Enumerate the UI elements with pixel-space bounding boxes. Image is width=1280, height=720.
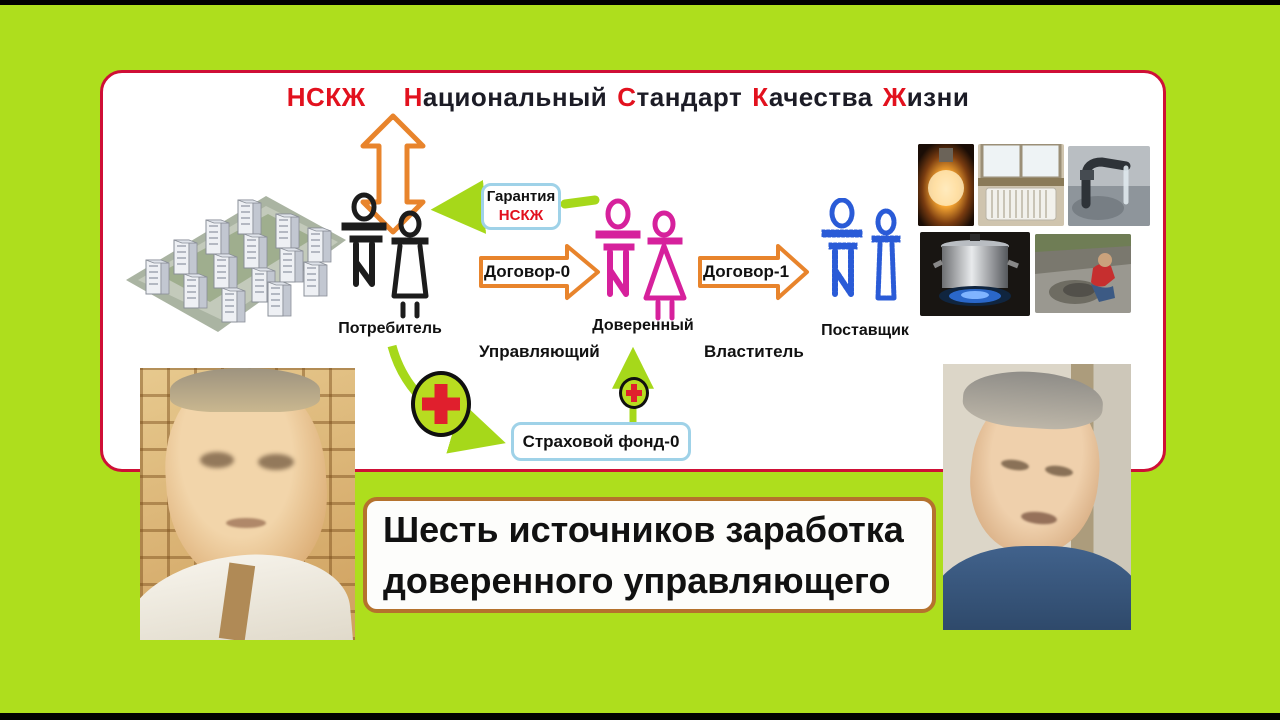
contract0-label: Договор-0 <box>483 262 571 281</box>
trustee-figures <box>592 198 692 326</box>
guarantee-line2: НСКЖ <box>498 206 544 224</box>
guarantee-box <box>481 183 561 230</box>
radiator-photo <box>978 144 1064 226</box>
contract1-label: Договор-1 <box>702 262 790 281</box>
manager-label: Управляющий <box>479 342 600 361</box>
left-eye <box>200 452 234 468</box>
consumer-figures <box>340 192 440 322</box>
insurance-plus-small-icon <box>619 377 649 409</box>
mouth <box>226 518 266 528</box>
supplier-figures <box>820 198 910 326</box>
supplier-label: Поставщик <box>821 322 909 339</box>
consumer-label: Потребитель <box>338 320 442 337</box>
banner-line2: доверенного управляющего <box>383 560 891 601</box>
trustee-label: Доверенный <box>592 317 694 334</box>
banner-line1: Шесть источников заработка <box>383 508 904 550</box>
building-complex-image <box>118 162 348 334</box>
pot-on-stove-photo <box>920 232 1030 316</box>
faucet-photo <box>1068 146 1150 226</box>
title-abbr: НСКЖ <box>286 82 366 112</box>
right-eye <box>258 454 294 470</box>
hair <box>170 368 320 412</box>
ruler-label: Властитель <box>704 342 804 361</box>
shirt <box>943 546 1131 630</box>
contract1-arrow <box>698 243 810 301</box>
bottom-banner <box>363 497 936 613</box>
hair <box>961 367 1105 433</box>
left-webcam-photo <box>140 368 355 640</box>
title-word: Национальный <box>403 82 608 112</box>
right-webcam-photo <box>943 364 1131 630</box>
road-repair-photo <box>1035 234 1131 313</box>
title-word: Качества <box>752 82 873 112</box>
contract0-arrow <box>479 243 601 301</box>
page-title <box>100 82 1166 113</box>
title-word: Стандарт <box>617 82 743 112</box>
title-word: Жизни <box>882 82 970 112</box>
lightbulb-photo <box>918 144 974 226</box>
insurance-plus-icon <box>411 371 471 437</box>
guarantee-line1: Гарантия <box>486 187 556 205</box>
insurance-fund-box: Страховой фонд-0 <box>511 422 691 461</box>
